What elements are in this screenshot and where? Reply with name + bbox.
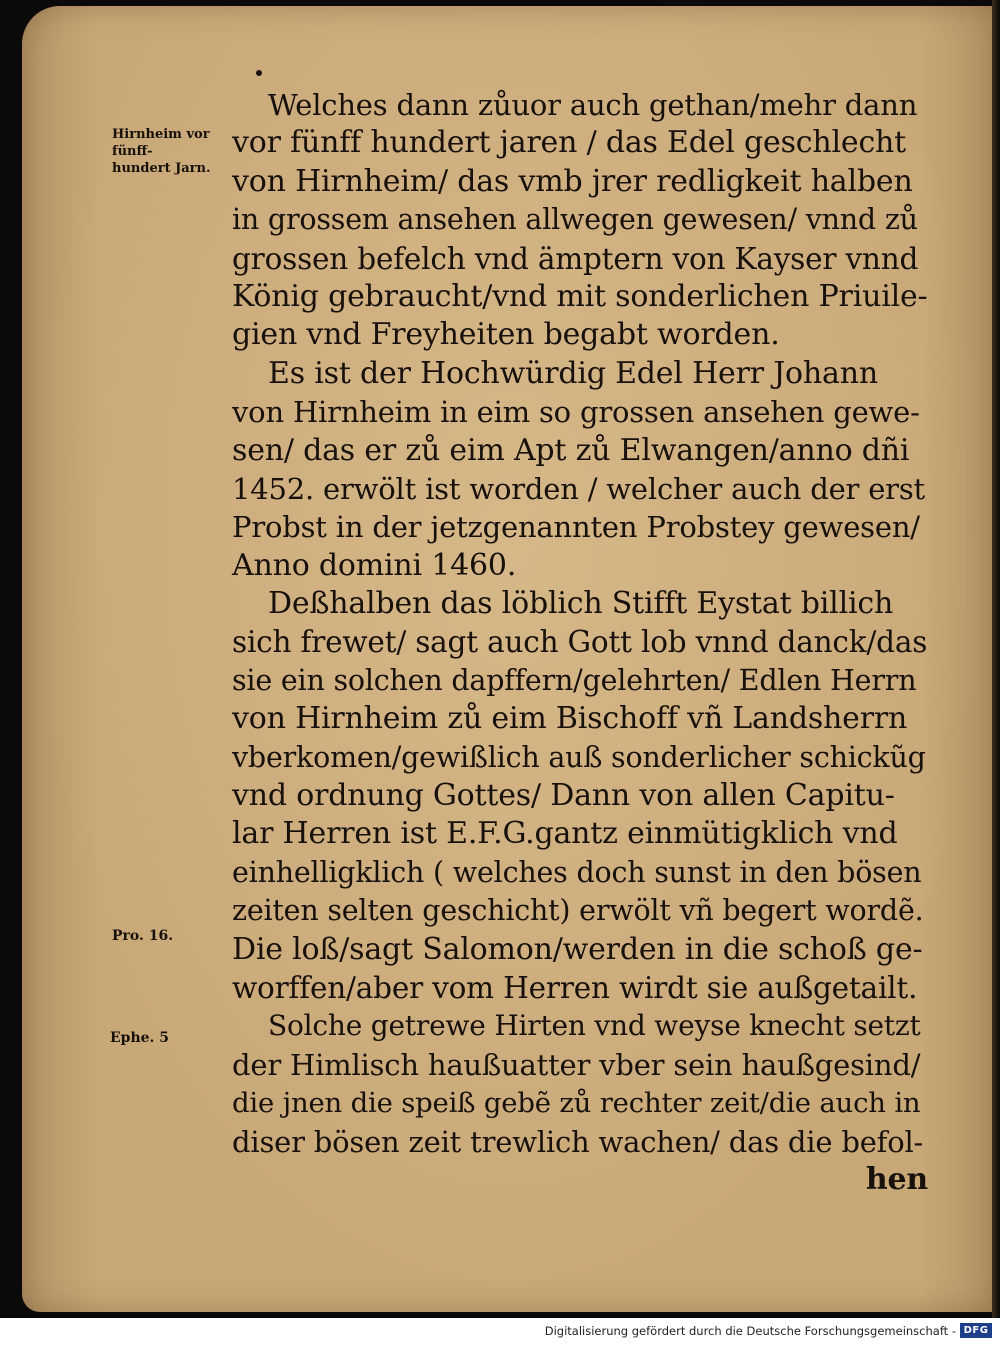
- text-line: Probst in der jetzgenannten Probstey gewesen/: [232, 510, 920, 545]
- margin-note-proverbs: Pro. 16.: [112, 928, 174, 944]
- text-line: sen/ das er zů eim Apt zů Elwangen/anno dñi: [232, 432, 910, 468]
- text-line: sich frewet/ sagt auch Gott lob vnnd danck/das: [232, 625, 928, 660]
- text-line: einhelligklich ( welches doch sunst in den bösen: [232, 855, 922, 889]
- page-binding-edge: [992, 0, 1000, 1318]
- ink-dot-ornament: [256, 70, 262, 76]
- funding-credit: Digitalisierung gefördert durch die Deutsche Forschungsgemeinschaft -: [544, 1324, 956, 1338]
- text-line: König gebraucht/vnd mit sonderlichen Priuile-: [232, 278, 928, 314]
- text-line: grossen befelch vnd ämptern von Kayser vnnd: [232, 241, 919, 276]
- text-line: Welches dann zůuor auch gethan/mehr dann: [268, 88, 918, 122]
- text-line: von Hirnheim zů eim Bischoff vñ Landsherrn: [232, 701, 908, 737]
- text-line: Es ist der Hochwürdig Edel Herr Johann: [268, 355, 878, 391]
- margin-note-text: Hirnheim vor fünff- hundert Jarn.: [112, 127, 211, 176]
- text-line: von Hirnheim in eim so grossen ansehen gewe-: [232, 395, 920, 430]
- text-line: lar Herren ist E.F.G.gantz einmütigklich vnd: [232, 816, 898, 852]
- text-line: die jnen die speiß gebẽ zů rechter zeit/die auch in: [232, 1087, 921, 1120]
- text-line: worffen/aber vom Herren wirdt sie außgetailt.: [232, 970, 918, 1005]
- text-line: von Hirnheim/ das vmb jrer redligkeit halben: [232, 163, 913, 199]
- margin-note-hirnheim: [112, 126, 212, 177]
- text-line: Anno domini 1460.: [232, 547, 517, 583]
- text-line: der Himlisch haußuatter vber sein haußgesind/: [232, 1047, 921, 1082]
- text-line: Deßhalben das löblich Stifft Eystat billich: [268, 586, 894, 622]
- text-line: Solche getrewe Hirten vnd weyse knecht setzt: [268, 1009, 921, 1043]
- text-line: 1452. erwölt ist worden / welcher auch der erst: [232, 471, 925, 506]
- text-line: sie ein solchen dapffern/gelehrten/ Edlen Herrn: [232, 663, 917, 697]
- text-line: in grossem ansehen allwegen gewesen/ vnnd zů: [232, 203, 918, 237]
- footer-bar: [0, 1318, 1000, 1345]
- text-line: diser bösen zeit trewlich wachen/ das die befol-: [232, 1124, 924, 1159]
- catchword: hen: [865, 1161, 928, 1197]
- text-line: vor fünff hundert jaren / das Edel geschlecht: [232, 125, 907, 161]
- margin-note-ephesians: Ephe. 5: [110, 1030, 170, 1046]
- text-line: zeiten selten geschicht) erwölt vñ begert wordẽ.: [232, 894, 924, 928]
- text-line: gien vnd Freyheiten begabt worden.: [232, 317, 780, 353]
- body-text: [232, 86, 928, 1199]
- text-line: vberkomen/gewißlich auß sonderlicher schickũg: [232, 740, 926, 774]
- text-line: vnd ordnung Gottes/ Dann von allen Capitu-: [232, 778, 895, 814]
- text-line: Die loß/sagt Salomon/werden in die schoß ge-: [232, 931, 923, 967]
- dfg-logo: DFG: [960, 1323, 992, 1338]
